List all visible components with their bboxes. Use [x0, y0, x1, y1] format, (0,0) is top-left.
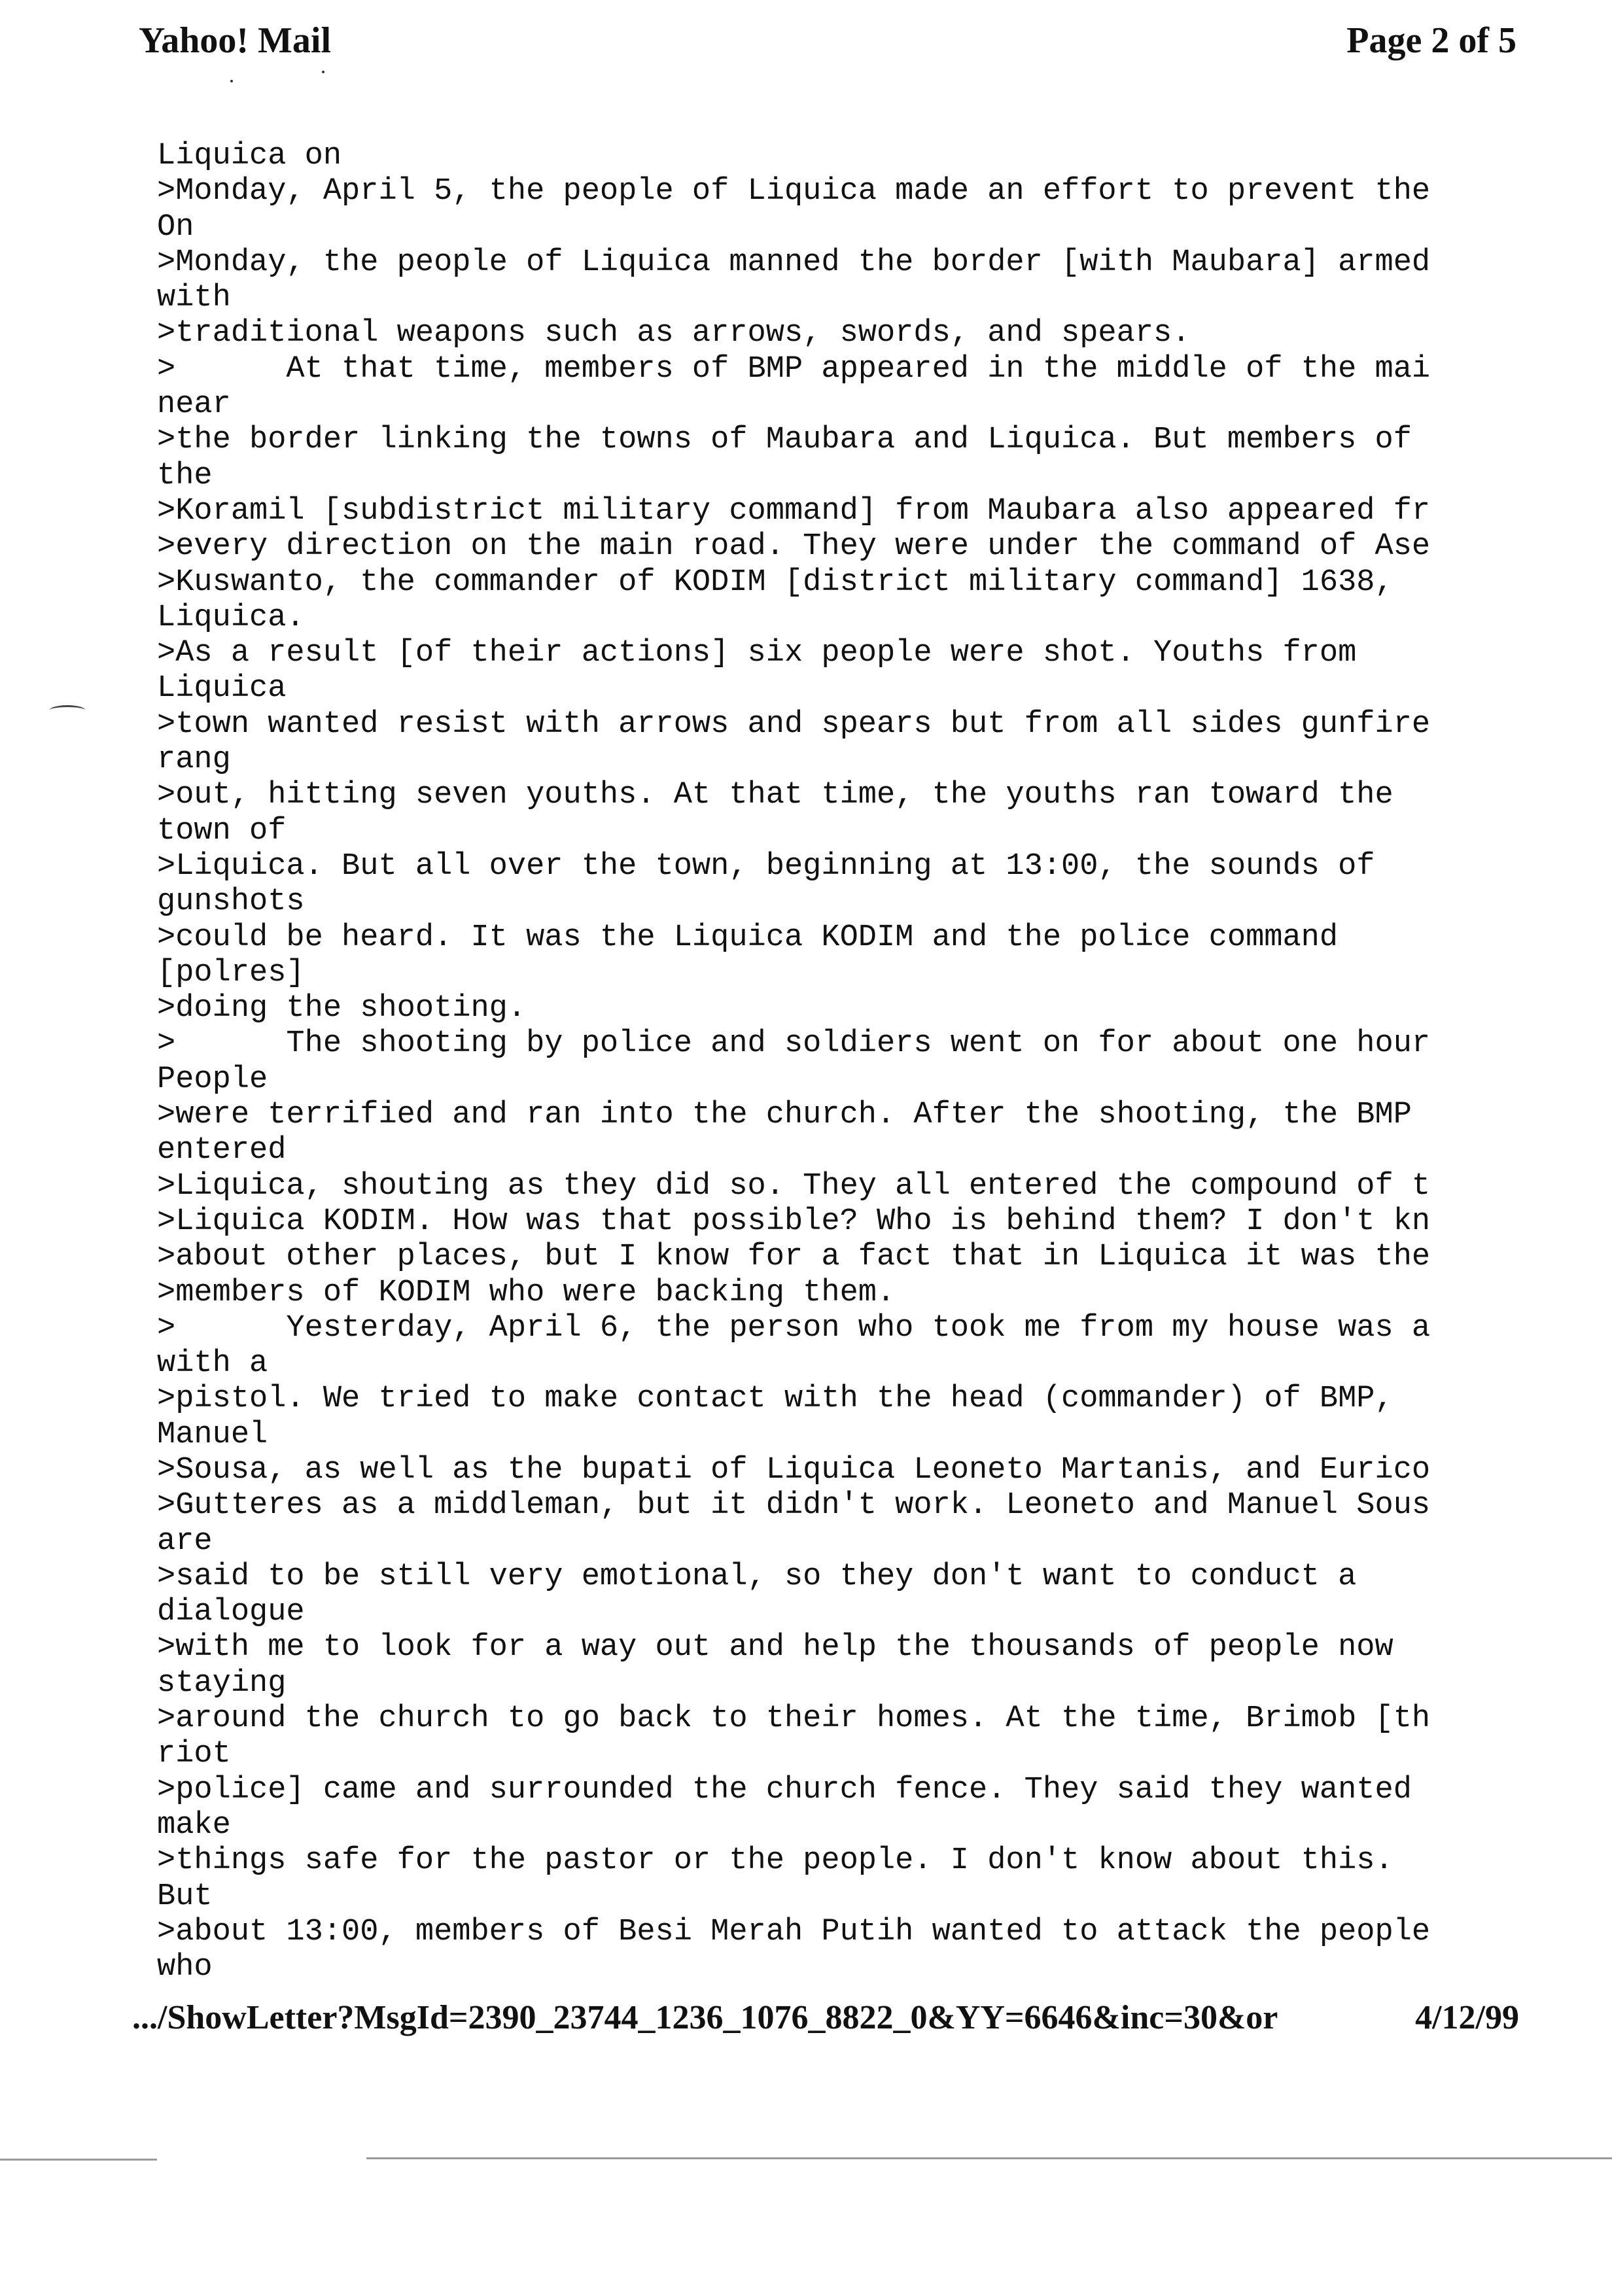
body-line: >town wanted resist with arrows and spears but from all sides gunfire [157, 706, 1431, 742]
body-line: Liquica on [157, 139, 342, 173]
body-line: >police] came and surrounded the church fence. They said they wanted [157, 1772, 1412, 1807]
body-line: >Monday, the people of Liquica manned the border [with Maubara] armed [157, 245, 1431, 280]
body-line: >out, hitting seven youths. At that time, the youths ran toward the [157, 778, 1393, 813]
body-line: >around the church to go back to their homes. At the time, Brimob [th [157, 1701, 1431, 1737]
scan-edge-line [366, 2157, 1612, 2159]
body-line: town of [157, 813, 287, 848]
body-line: But [157, 1879, 213, 1914]
body-line: are [157, 1523, 213, 1559]
body-line: the [157, 458, 213, 493]
footer-date: 4/12/99 [1415, 1999, 1519, 2036]
body-line: >the border linking the towns of Maubara and Liquica. But members of [157, 423, 1412, 458]
scan-speck [322, 71, 324, 73]
body-line: gunshots [157, 884, 305, 920]
body-line: >As a result [of their actions] six people were shot. Youths from [157, 636, 1357, 671]
body-line: >could be heard. It was the Liquica KODIM and the police command [157, 920, 1339, 955]
body-line: near [157, 387, 231, 423]
body-line: riot [157, 1737, 231, 1772]
scan-edge-line [0, 2159, 157, 2161]
body-line: >every direction on the main road. They were under the command of Ase [157, 529, 1431, 565]
body-line: >Kuswanto, the commander of KODIM [district military command] 1638, [157, 565, 1393, 600]
body-line: with a [157, 1346, 268, 1382]
email-body [157, 139, 1518, 1990]
page-footer [132, 1996, 1519, 2040]
body-line: [polres] [157, 955, 305, 990]
body-line: >Gutteres as a middleman, but it didn't work. Leoneto and Manuel Sous [157, 1488, 1431, 1523]
body-line: >Monday, April 5, the people of Liquica made an effort to prevent the [157, 174, 1431, 209]
body-line: > Yesterday, April 6, the person who took me from my house was a [157, 1310, 1431, 1346]
body-line: On [157, 209, 194, 245]
body-line: >Liquica. But all over the town, beginning at 13:00, the sounds of [157, 848, 1375, 884]
page-header [139, 14, 1516, 67]
body-line: >with me to look for a way out and help the thousands of people now [157, 1630, 1393, 1665]
body-line: >traditional weapons such as arrows, swords, and spears. [157, 316, 1191, 351]
app-title: Yahoo! Mail [139, 20, 331, 61]
body-line: Liquica [157, 671, 287, 706]
body-line: >doing the shooting. [157, 991, 527, 1026]
body-line: Manuel [157, 1417, 268, 1452]
body-line: who [157, 1950, 213, 1985]
body-line: >Liquica KODIM. How was that possible? Who is behind them? I don't kn [157, 1204, 1431, 1239]
body-line: entered [157, 1133, 287, 1168]
body-line: staying [157, 1665, 287, 1701]
body-line: >about 13:00, members of Besi Merah Putih wanted to attack the people [157, 1914, 1431, 1949]
body-line: make [157, 1807, 231, 1843]
scan-speck [230, 80, 233, 82]
body-line: > At that time, members of BMP appeared in the middle of the mai [157, 351, 1431, 387]
body-line: >pistol. We tried to make contact with the head (commander) of BMP, [157, 1382, 1393, 1417]
footer-url: .../ShowLetter?MsgId=2390_23744_1236_1076_8822_0&YY=6646&inc=30&or [132, 1999, 1278, 2036]
body-line: Liquica. [157, 600, 305, 635]
body-line: People [157, 1062, 268, 1097]
body-line: >Liquica, shouting as they did so. They all entered the compound of t [157, 1168, 1431, 1204]
body-line: with [157, 281, 231, 316]
body-line: >said to be still very emotional, so they don't want to conduct a [157, 1559, 1357, 1594]
body-line: >things safe for the pastor or the people. I don't know about this. [157, 1843, 1393, 1879]
page-indicator: Page 2 of 5 [1346, 20, 1516, 61]
body-line: >Sousa, as well as the bupati of Liquica Leoneto Martanis, and Eurico [157, 1452, 1431, 1487]
body-line: >were terrified and ran into the church. After the shooting, the BMP [157, 1098, 1412, 1133]
body-line: dialogue [157, 1595, 305, 1630]
body-line: rang [157, 742, 231, 778]
body-line: >members of KODIM who were backing them. [157, 1275, 896, 1310]
body-line: >about other places, but I know for a fact that in Liquica it was the [157, 1240, 1431, 1275]
scan-mark [50, 705, 85, 715]
body-line: > The shooting by police and soldiers went on for about one hour [157, 1026, 1431, 1062]
body-line: >Koramil [subdistrict military command] from Maubara also appeared fr [157, 493, 1431, 529]
